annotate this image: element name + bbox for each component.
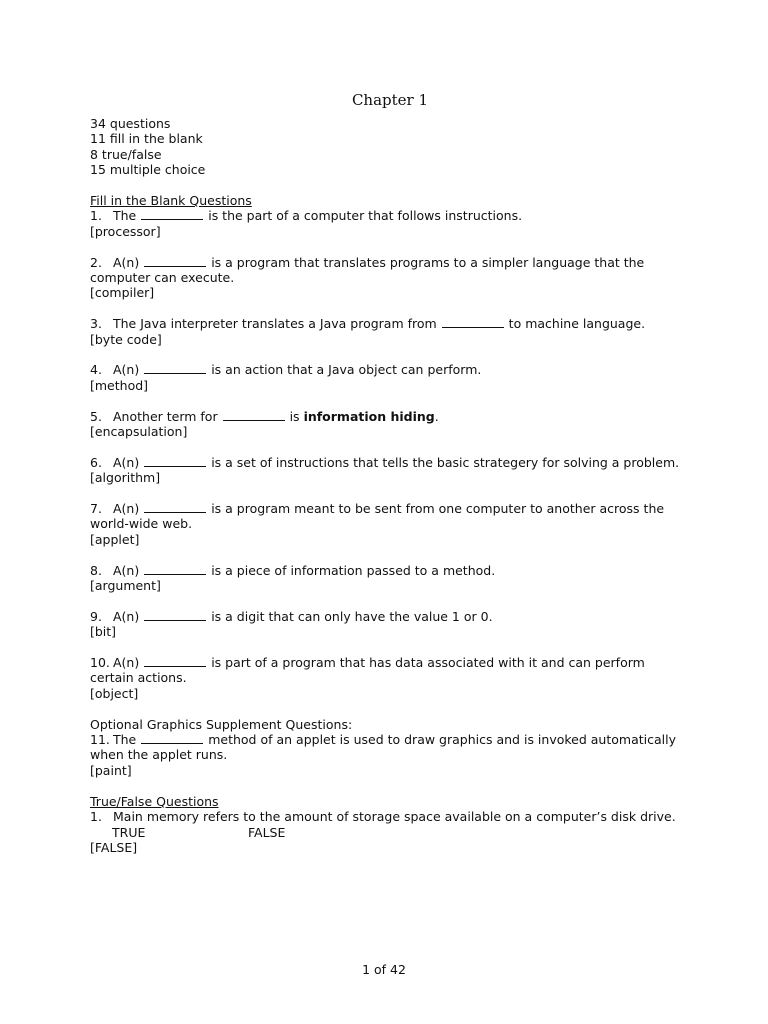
- question-post: method of an applet is used to draw graphics and is invoked automatically when the applet runs.: [90, 732, 676, 763]
- summary-line: 34 questions: [90, 116, 171, 131]
- fill-in-blank-heading: Fill in the Blank Questions: [90, 193, 252, 209]
- question-number: 4.: [90, 362, 102, 378]
- question-item: [90, 316, 690, 347]
- question-number: 11.: [90, 732, 110, 748]
- blank-line: [144, 502, 206, 513]
- answer: [algorithm]: [90, 470, 161, 486]
- answer: [byte code]: [90, 331, 162, 347]
- blank-line: [442, 317, 504, 328]
- question-pre: A(n): [113, 501, 140, 517]
- question-post: is a program meant to be sent from one computer to another across the world-wide web.: [90, 501, 665, 532]
- blank-line: [144, 456, 206, 467]
- question-number: 6.: [90, 454, 102, 470]
- answer: [applet]: [90, 531, 140, 547]
- question-pre: The: [113, 208, 137, 224]
- bold-term: information hiding: [303, 408, 435, 424]
- question-number: 9.: [90, 608, 102, 624]
- question-item: [90, 208, 690, 239]
- question-number: 3.: [90, 316, 102, 332]
- question-number: 5.: [90, 408, 102, 424]
- question-pre: A(n): [113, 608, 140, 624]
- question-pre: The: [113, 732, 137, 748]
- question-item: [90, 501, 690, 547]
- tf-question-item: [90, 809, 690, 855]
- blank-line: [223, 410, 285, 421]
- blank-line: [144, 656, 206, 667]
- question-post: is a program that translates programs to a simpler language that the computer can execute.: [90, 254, 645, 286]
- blank-line: [141, 733, 203, 744]
- question-number: 8.: [90, 562, 102, 578]
- answer: [method]: [90, 377, 149, 393]
- option-false: FALSE: [248, 824, 286, 840]
- question-item: [90, 609, 690, 640]
- page-number: 1 of 42: [362, 962, 406, 977]
- question-item: [90, 255, 690, 301]
- question-post: is part of a program that has data associated with it and can perform certain actions.: [90, 655, 645, 686]
- document-page: [90, 90, 690, 855]
- answer: [processor]: [90, 223, 161, 239]
- blank-line: [144, 564, 206, 575]
- blank-line: [144, 256, 206, 267]
- question-number: 7.: [90, 501, 102, 517]
- summary-line: 15 multiple choice: [90, 162, 206, 178]
- question-item: [90, 362, 690, 393]
- question-pre: A(n): [113, 254, 140, 270]
- question-post: is the part of a computer that follows instructions.: [208, 208, 523, 224]
- question-item: [90, 732, 690, 778]
- true-false-heading: True/False Questions: [90, 793, 219, 809]
- blank-line: [141, 209, 203, 220]
- question-item: [90, 563, 690, 594]
- answer: [object]: [90, 685, 139, 701]
- question-number: 1.: [90, 809, 102, 825]
- summary-line: 8 true/false: [90, 146, 162, 162]
- question-post: to machine language.: [508, 316, 646, 332]
- question-post: is an action that a Java object can perform.: [211, 362, 482, 378]
- question-number: 1.: [90, 208, 102, 224]
- answer: [compiler]: [90, 285, 155, 301]
- blank-line: [144, 610, 206, 621]
- answer: [bit]: [90, 624, 117, 640]
- optional-graphics-heading: Optional Graphics Supplement Questions:: [90, 716, 353, 732]
- question-item: [90, 409, 690, 440]
- blank-line: [144, 363, 206, 374]
- question-pre: A(n): [113, 562, 140, 578]
- question-pre: The Java interpreter translates a Java program from: [113, 316, 437, 332]
- answer: [encapsulation]: [90, 424, 188, 440]
- question-post: is a piece of information passed to a method.: [211, 562, 496, 578]
- answer: [paint]: [90, 762, 132, 778]
- question-number: 10.: [90, 655, 110, 671]
- question-post: is a digit that can only have the value 1 or 0.: [211, 608, 493, 624]
- question-text: Main memory refers to the amount of storage space available on a computer’s disk drive.: [113, 809, 676, 825]
- question-post: is: [289, 408, 300, 424]
- summary-line: 11 fill in the blank: [90, 131, 203, 147]
- option-true: TRUE: [112, 824, 146, 840]
- question-pre: A(n): [113, 454, 140, 470]
- tf-options: [90, 825, 690, 840]
- question-pre: Another term for: [113, 408, 218, 424]
- question-tail: .: [434, 408, 439, 424]
- answer: [FALSE]: [90, 839, 138, 855]
- question-number: 2.: [90, 254, 102, 270]
- question-pre: A(n): [113, 655, 140, 671]
- question-pre: A(n): [113, 362, 140, 378]
- page-title: Chapter 1: [351, 91, 429, 109]
- answer: [argument]: [90, 578, 161, 594]
- question-item: [90, 455, 690, 486]
- question-post: is a set of instructions that tells the basic strategery for solving a problem.: [211, 454, 680, 470]
- question-item: [90, 655, 690, 701]
